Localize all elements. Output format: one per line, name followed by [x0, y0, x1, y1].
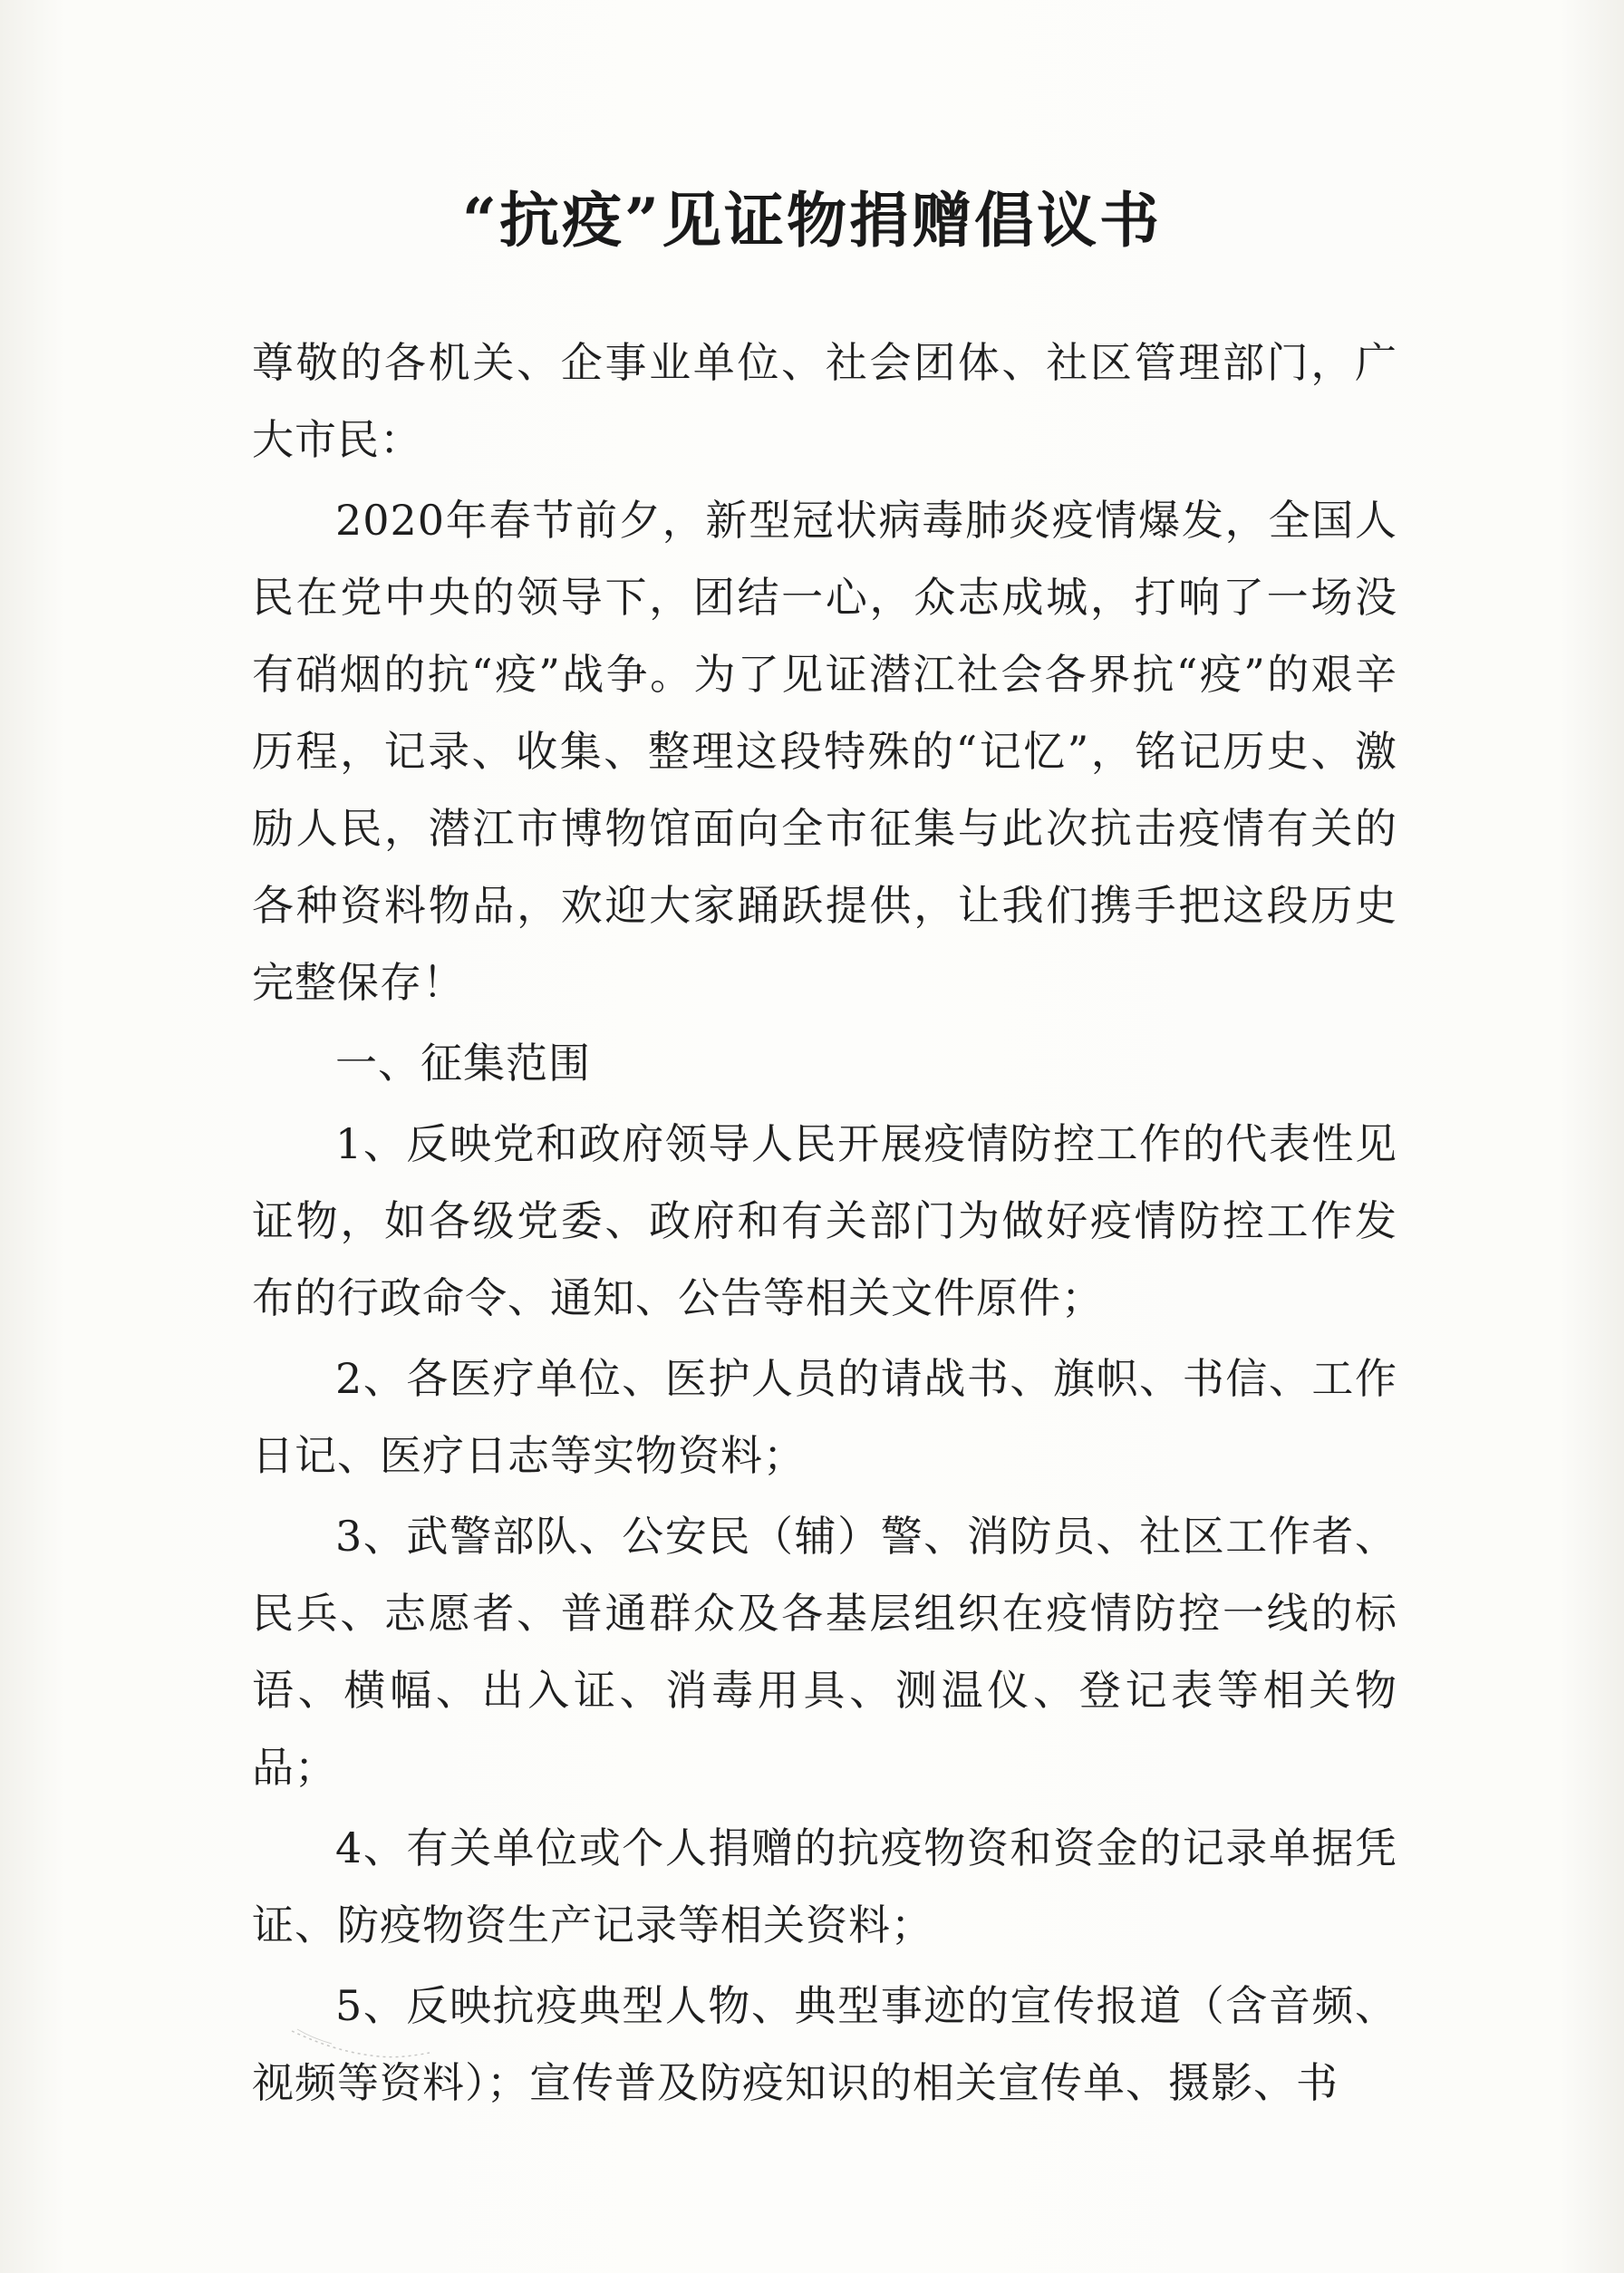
document-body — [252, 324, 1397, 2125]
list-item: 5、反映抗疫典型人物、典型事迹的宣传报道（含音频、视频等资料）；宣传普及防疫知识的相关宣传单、摄影、书 — [252, 1981, 1397, 2107]
scan-smudge — [288, 2026, 433, 2062]
section-heading: 一、征集范围 — [335, 1039, 591, 1088]
list-item: 1、反映党和政府领导人民开展疫情防控工作的代表性见证物，如各级党委、政府和有关部门为做好疫情防控工作发布的行政命令、通知、公告等相关文件原件； — [252, 1119, 1397, 1322]
list-item: 2、各医疗单位、医护人员的请战书、旗帜、书信、工作日记、医疗日志等实物资料； — [252, 1354, 1397, 1480]
list-item: 4、有关单位或个人捐赠的抗疫物资和资金的记录单据凭证、防疫物资生产记录等相关资料； — [252, 1823, 1397, 1949]
intro-paragraph: 2020年春节前夕，新型冠状病毒肺炎疫情爆发，全国人民在党中央的领导下，团结一心，众志成城，打响了一场没有硝烟的抗“疫”战争。为了见证潜江社会各界抗“疫”的艰辛历程，记录、收集、整理这段特殊的“记忆”，铭记历史、激励人民，潜江市博物馆面向全市征集与此次抗击疫情有关的各种资料物品，欢迎大家踊跃提供，让我们携手把这段历史完整保存！ — [252, 496, 1397, 1007]
salutation: 尊敬的各机关、企事业单位、社会团体、社区管理部门，广大市民： — [252, 338, 1397, 464]
list-item: 3、武警部队、公安民（辅）警、消防员、社区工作者、民兵、志愿者、普通群众及各基层组织在疫情防控一线的标语、横幅、出入证、消毒用具、测温仪、登记表等相关物品； — [252, 1512, 1397, 1792]
document-title: “抗疫”见证物捐赠倡议书 — [462, 185, 1162, 256]
